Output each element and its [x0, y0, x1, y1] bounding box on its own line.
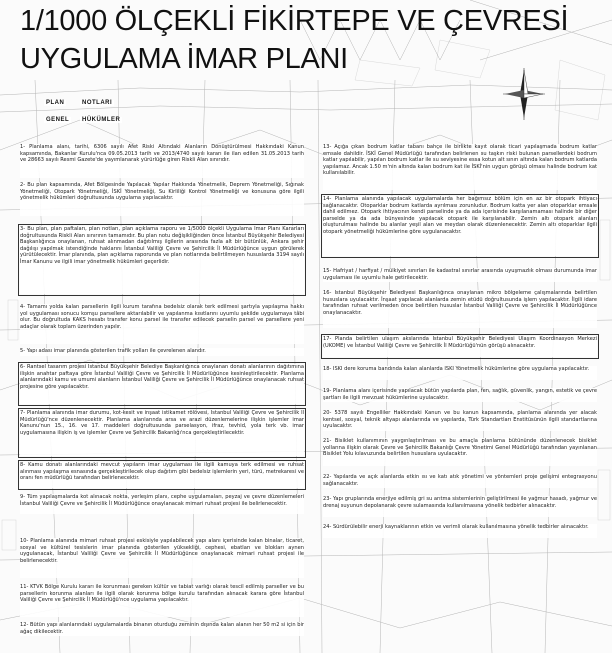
plan-note-1: 1- Planlama alanı, tarihi, 6306 sayılı Afet Riski Altındaki Alanların Dönüştürülmesi Hakkındaki Kanun kapsamında, Bakanlar Kurulu'nca 09.05.2013 tarih ve 2013/4740 sayılı kararı ile ilan edilen 31.05.2013 tarih ve 28663 sayılı Resmi Gazete'de yayımlanarak yürürlüğe giren Riskli Alan sınırıdır. — [20, 144, 304, 178]
plan-note-17: 17- Planda belirtilen ulaşım akslarında İstanbul Büyükşehir Belediyesi Ulaşım Koordinasyon Merkezi (UKOME) ve İstanbul Valiliği Çevre ve Şehircilik İl Müdürlüğü'nün görüşü alınacaktır. — [323, 336, 597, 357]
plan-note-8: 8- Kamu donatı alanlarındaki mevcut yapıların imar uygulaması ile ilgili kamuya terk edilmesi ve ruhsat alınması yapılaşma esnasında gerçekleştirilecek olup dağıtım gibi bedelsiz işlemlerin yeri, türü, metrekaresi ve oranı fen müdürlüğü tarafından belirlenecektir. — [20, 462, 304, 488]
plan-note-3: 3- Bu plan, plan paftaları, plan notları, plan açıklama raporu ve 1/5000 ölçekli Uygulama İmar Planı Kararları doğrultusunda Riskli Alan sınırının tamamıdır. Bu plan notu değişikliğinden önce İstanbul Büyükşehir Belediyesi Başkanlığınca onaylanan, ruhsat alınmadan dağıtılmış ilgilerin arasında fazla alt bir bütünlük, Ankara şehir dağılışı yapılmak istendiğinde haklarını İstanbul Valiliği Çevre ve Şehircilik İl Müdürlüğünce uygun görülerek yürütülecektir. İmar planında, plan açıklama raporunda ve plan notlarında belirtilmeyen hususlarda 3194 sayılı İmar Kanunu ve ilgili imar yönetmelik hükümleri geçerlidir. — [20, 226, 304, 294]
plan-note-9: 9- Tüm yapılaşmalarda kot alınacak nokta, yerleşim planı, cephe uygulamaları, peyzaj ve çevre düzenlemeleri İstanbul Valiliği Çevre ve Şehircilik İl Müdürlüğünce onaylanacak mimari ruhsat projesi ile belirlenecektir. — [20, 494, 304, 514]
plan-note-13: 13- Açığa çıkan bodrum katlar tabanı bahçe ile birlikte kayıt olarak ticari yapılaşmada bodrum katlar emsale dahildir. İSKİ Genel Müdürlüğü tarafından belirlenen su taşkın riski bulunan parsellerdeki bodrum katlar yapılabilir, yapılan bodrum katlar ile su seviyesine essa kotun alt sınırı altında kalan bodrum katlarda yapılamaz. Ancak 1.50 m'nin altında kalan bodrum kat ile İSKİ'nin uygun görüşü olması halinde bodrum kat kullanılabilir. — [323, 144, 597, 190]
plan-note-2: 2- Bu plan kapsamında, Afet Bölgesinde Yapılacak Yapılar Hakkında Yönetmelik, Deprem Yönetmeliği, Sığınak Yönetmeliği, Otopark Yönetmeliği, İSKİ Yönetmeliği, Su Kirliliği Kontrol Yönetmeliği ve konusuna göre ilgili yönetmelik hükümleri doğrultusunda uygulama yapılacaktır. — [20, 182, 304, 216]
plan-note-15: 15- Hafriyat / harfiyat / mülkiyet sınırları ile kadastral sınırlar arasında uyuşmazlık olması durumunda imar uygulaması ile uyumlu hale getirilecektir. — [323, 268, 597, 281]
section-header-plan: PLAN — [46, 100, 65, 106]
plan-note-11: 11- KTVK Bölge Kurulu kararı ile korunması gereken kültür ve tabiat varlığı olarak tescil edilmiş parseller ve bu parsellerin korunma alanları ile ilgili olarak korunma bölge kurulu tarafından alınacak karara göre İstanbul Valiliği Çevre ve Şehircilik İl Müdürlüğü'nce uygulama yapılacaktır. — [20, 584, 304, 617]
plan-note-21: 21- Bisiklet kullanımının yaygınlaştırılması ve bu amaçla planlama bütününde düzenlenecek bisiklet yollarına ilişkin olarak Çevre ve Şehircilik Bakanlığı Çevre Yönetimi Genel Müdürlüğü tarafından yayınlanan Bisiklet Yolu kılavuzunda belirtilen hususlara uyulacaktır. — [323, 438, 597, 466]
section-header-notlari: NOTLARI — [82, 100, 113, 106]
page-title-line-2: UYGULAMA İMAR PLANI — [20, 43, 348, 75]
plan-note-22: 22- Yapılarda ve açık alanlarda etkin ısı ve katı atık yönetimi ve yöntemleri proje gelişimi entegrasyonu sağlanacaktır. — [323, 474, 597, 487]
section-header-genel: GENEL — [46, 117, 70, 123]
plan-note-16: 16- İstanbul Büyükşehir Belediyesi Başkanlığınca onaylanan mikro bölgeleme çalışmalarında belirtilen hususlara uyulacaktır. İnşaat yapılacak alanlarda zemin etüdü doğrultusunda işlem yapılacaktır. İlgili idare tarafından ruhsat verilmeden önce belirtilen hususlar İstanbul Valiliği Çevre ve Şehircilik İl Müdürlüğünce onaylanacaktır. — [323, 290, 597, 328]
plan-note-24: 24- Sürdürülebilir enerji kaynaklarının etkin ve verimli olarak kullanılmasına yönelik tedbirler alınacaktır. — [323, 524, 597, 538]
north-arrow-compass-icon — [503, 68, 545, 120]
plan-note-23: 23- Yapı gruplarında enerjiye edilmiş gri su arıtma sistemlerinin geliştirilmesi ile yağmur hasadı, yağmur ve drenaj suyunun depolanarak çevre sulamasında kullanılmasına yönelik tedbirler alınacaktır. — [323, 496, 597, 517]
plan-note-18: 18- İSKİ dere koruma bandında kalan alanlarda İSKİ Yönetmelik hükümlerine göre uygulama yapılacaktır. — [323, 366, 597, 380]
page-title-line-1: 1/1000 ÖLÇEKLİ FİKİRTEPE VE ÇEVRESİ — [20, 5, 569, 37]
plan-note-4: 4- Tamamı yolda kalan parsellerin ilgili kurum tarafına bedelsiz olarak terk edilmesi şartıyla yapılaşma hakkı yol uygulaması sonucu komşu parsellere aktarılabilir ve yapılanma kısıtlarını uyumlu şekilde uygulamaya tâbi olur. Bu doğrultuda KAKS hesabı transfer konu parsel ile transfer edilecek parselin parsel ve parsellere yeni adaçlar olarak toplam üzerinden yapılır. — [20, 304, 304, 344]
plan-note-7: 7- Planlama alanında imar durumu, kot-kesit ve inşaat istikamet rölövesi, İstanbul Valiliği Çevre ve Şehircilik İl Müdürlüğü'nce düzenlenecektir. Planlama alanlarında arsa ve arazi düzenlemelerine ilişkin işlemler imar Kanunu'nun 15., 16. ve 17. maddeleri doğrultusunda parselasyon, ifraz, tevhid, yola terk vb. imar uygulamasına ilişkin iş ve işlemler Çevre ve Şehircilik Bakanlığı'nca gerçekleştirilecektir. — [20, 410, 304, 456]
plan-note-14: 14- Planlama alanında yapılacak uygulamalarda her bağımsız bölüm için en az bir otopark ihtiyacı sağlanacaktır. Otoparklar bodrum katlarda ayrılması zorunludur. Bodrum katta yer alan otoparklar emsale dahil edilmez. Otopark ihtiyacının kendi parselinde ya da ada içerisinde karşılanamaması halinde bir diğer parselde ya da ada bünyesinde yapılacak otopark ile karşılanabilir. Zemin altı otopark alanları oluşturulması halinde bu alanlar yeşil alan ve meydan olarak düzenlenecektir. Zemin altı otoparklar ilgili otopark yönetmeliği hükümlerine göre uygulanacaktır. — [323, 196, 597, 256]
plan-note-5: 5- Yapı adası imar planında gösterilen trafik yolları ile çevrelenen alandır. — [20, 348, 304, 356]
plan-note-12: 12- Bütün yapı alanlarındaki uygulamalarda binanın oturduğu zeminin dışında kalan alanın her 50 m2 si için bir ağaç dikilecektir. — [20, 622, 304, 635]
plan-note-19: 19- Planlama alanı içerisinde yapılacak bütün yapılarda plan, fen, sağlık, güvenlik, yangın, estetik ve çevre şartları ile ilgili mevzuat hükümlerine uyulacaktır. — [323, 388, 597, 401]
plan-note-10: 10- Planlama alanında mimari ruhsat projesi eskisiyle yapılabilecek yapı alanı içerisinde kalan binalar, ticaret, sosyal ve kültürel tesislerin imar planında gösterilen yüksekliği, cephesi, ebatları ve blokları aynen uygulanacak, İstanbul Valiliği Çevre ve Şehircilik İl Müdürlüğünce onaylanacak mimari ruhsat projesi ile belirlenecektir. — [20, 538, 304, 578]
section-header-hukumler: HÜKÜMLER — [82, 117, 121, 123]
plan-note-6: 6- Rantsel tasarım projesi İstanbul Büyükşehir Belediye Başkanlığınca onaylanan donatı alanlarının dağıtımına ilişkin anahtar paftaya göre İstanbul Valiliği Çevre ve Şehircilik İl Müdürlüğünce kesinleştirilecektir. Planlama alanlarındaki kamu ve umumi alanların İstanbul Valiliği Çevre ve Şehircilik İl Müdürlüğünce onaylanacak ruhsat projesine göre yapılacaktır. — [20, 364, 304, 404]
plan-note-20: 20- 5378 sayılı Engelliler Hakkındaki Kanun ve bu kanun kapsamında, planlama alanında yer alacak kentsel, sosyal, teknik altyapı alanlarında ve yapılarda, Türk Standartları Enstitüsünün ilgili standartlarına uyulacaktır. — [323, 410, 597, 430]
